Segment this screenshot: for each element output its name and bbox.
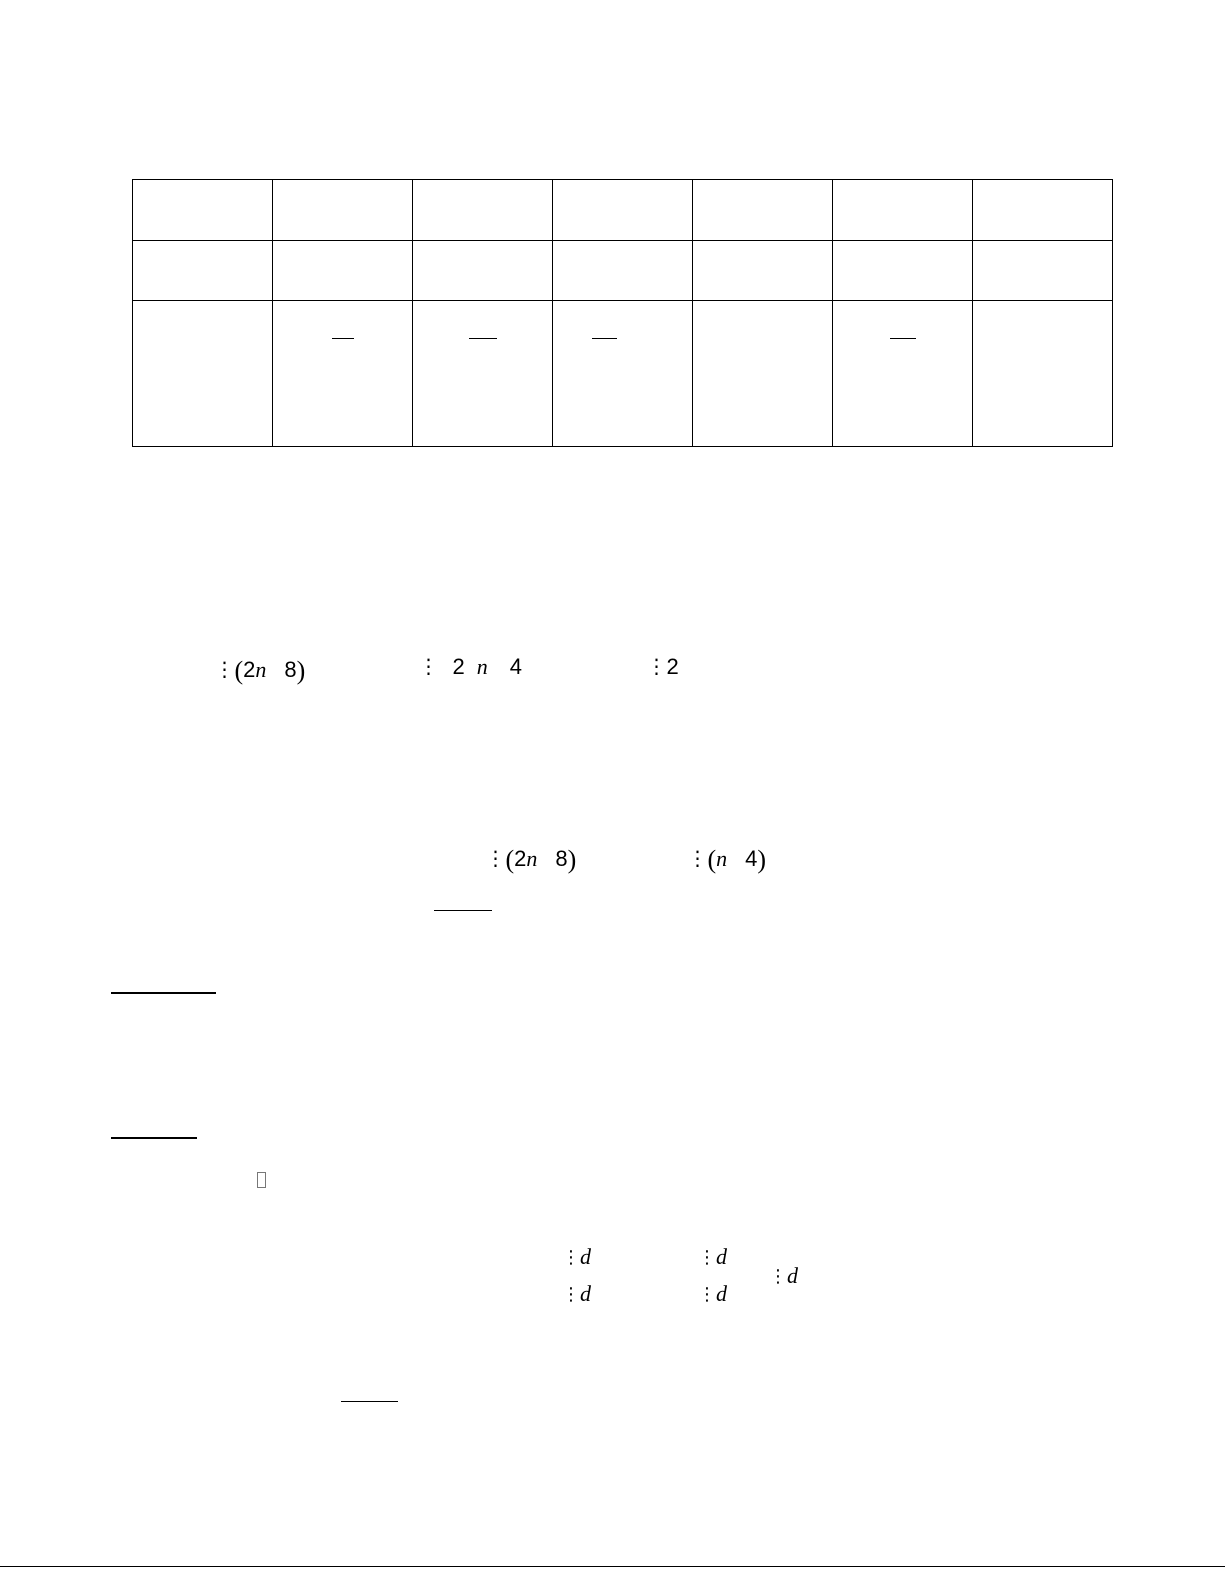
math-symbol: ⋮ [698,1284,716,1305]
table-row [133,301,1113,447]
math-symbol: ⋮ [485,846,506,870]
math-variable: n [255,657,267,682]
table-cell [553,301,693,447]
math-expression-2-n-4 [394,634,522,700]
table-cell [413,241,553,301]
math-paren: ) [296,656,306,685]
math-number: 8 [555,846,568,871]
table-cell [133,180,273,241]
math-expression-2 [622,634,679,700]
math-symbol: ⋮ [214,657,235,681]
table-cell [553,180,693,241]
math-variable: d [716,1281,727,1306]
math-variable: n [716,846,728,871]
math-variable: d [716,1244,727,1269]
math-divisor-d [747,1243,798,1309]
math-symbol: ⋮ [562,1284,580,1305]
math-variable: n [526,846,538,871]
math-expression-2n-plus-8 [190,634,305,704]
math-expression-2n-plus-8 [461,823,576,893]
table-cell [973,301,1113,447]
math-paren: ( [707,845,717,874]
math-number: 2 [243,657,256,682]
math-variable: n [476,654,488,679]
math-number: 2 [452,654,465,679]
math-divisor-d [540,1261,591,1327]
table-cell [413,180,553,241]
table-cell [413,301,553,447]
fraction-bar [332,338,354,339]
page-bottom-border [0,1566,1225,1567]
math-variable: d [580,1281,591,1306]
table-cell [973,241,1113,301]
table-cell [273,241,413,301]
table-cell [133,301,273,447]
math-paren: ( [505,845,515,874]
answer-blank [434,910,492,911]
math-variable: d [580,1244,591,1269]
math-paren: ( [234,656,244,685]
table-cell [693,301,833,447]
table-cell [553,241,693,301]
missing-glyph-box [257,1172,266,1188]
data-table [132,179,1113,447]
math-number: 8 [284,657,297,682]
table-cell [973,180,1113,241]
table-cell [833,180,973,241]
table-cell [693,241,833,301]
math-number: 2 [514,846,527,871]
table-cell [133,241,273,301]
math-number: 4 [745,846,758,871]
math-symbol: ⋮ [562,1247,580,1268]
table-row [133,180,1113,241]
table-cell [273,180,413,241]
math-paren: ) [567,845,577,874]
math-expression-n-plus-4 [663,823,766,893]
math-variable: d [787,1263,798,1288]
math-symbol: ⋮ [698,1247,716,1268]
fraction-bar [890,338,916,339]
section-underline [111,1137,197,1139]
math-number: 4 [509,654,522,679]
table-cell [833,301,973,447]
math-symbol: ⋮ [418,654,439,678]
table-row [133,241,1113,301]
fraction-bar [592,338,617,339]
math-symbol: ⋮ [769,1266,787,1287]
table-cell [693,180,833,241]
table-cell [833,241,973,301]
math-number: 2 [666,654,679,679]
section-underline [111,992,216,994]
fraction-bar [469,338,497,339]
answer-blank [341,1401,398,1402]
math-symbol: ⋮ [646,654,667,678]
math-symbol: ⋮ [687,846,708,870]
table-cell [273,301,413,447]
math-paren: ) [757,845,767,874]
math-divisor-d [676,1261,727,1327]
